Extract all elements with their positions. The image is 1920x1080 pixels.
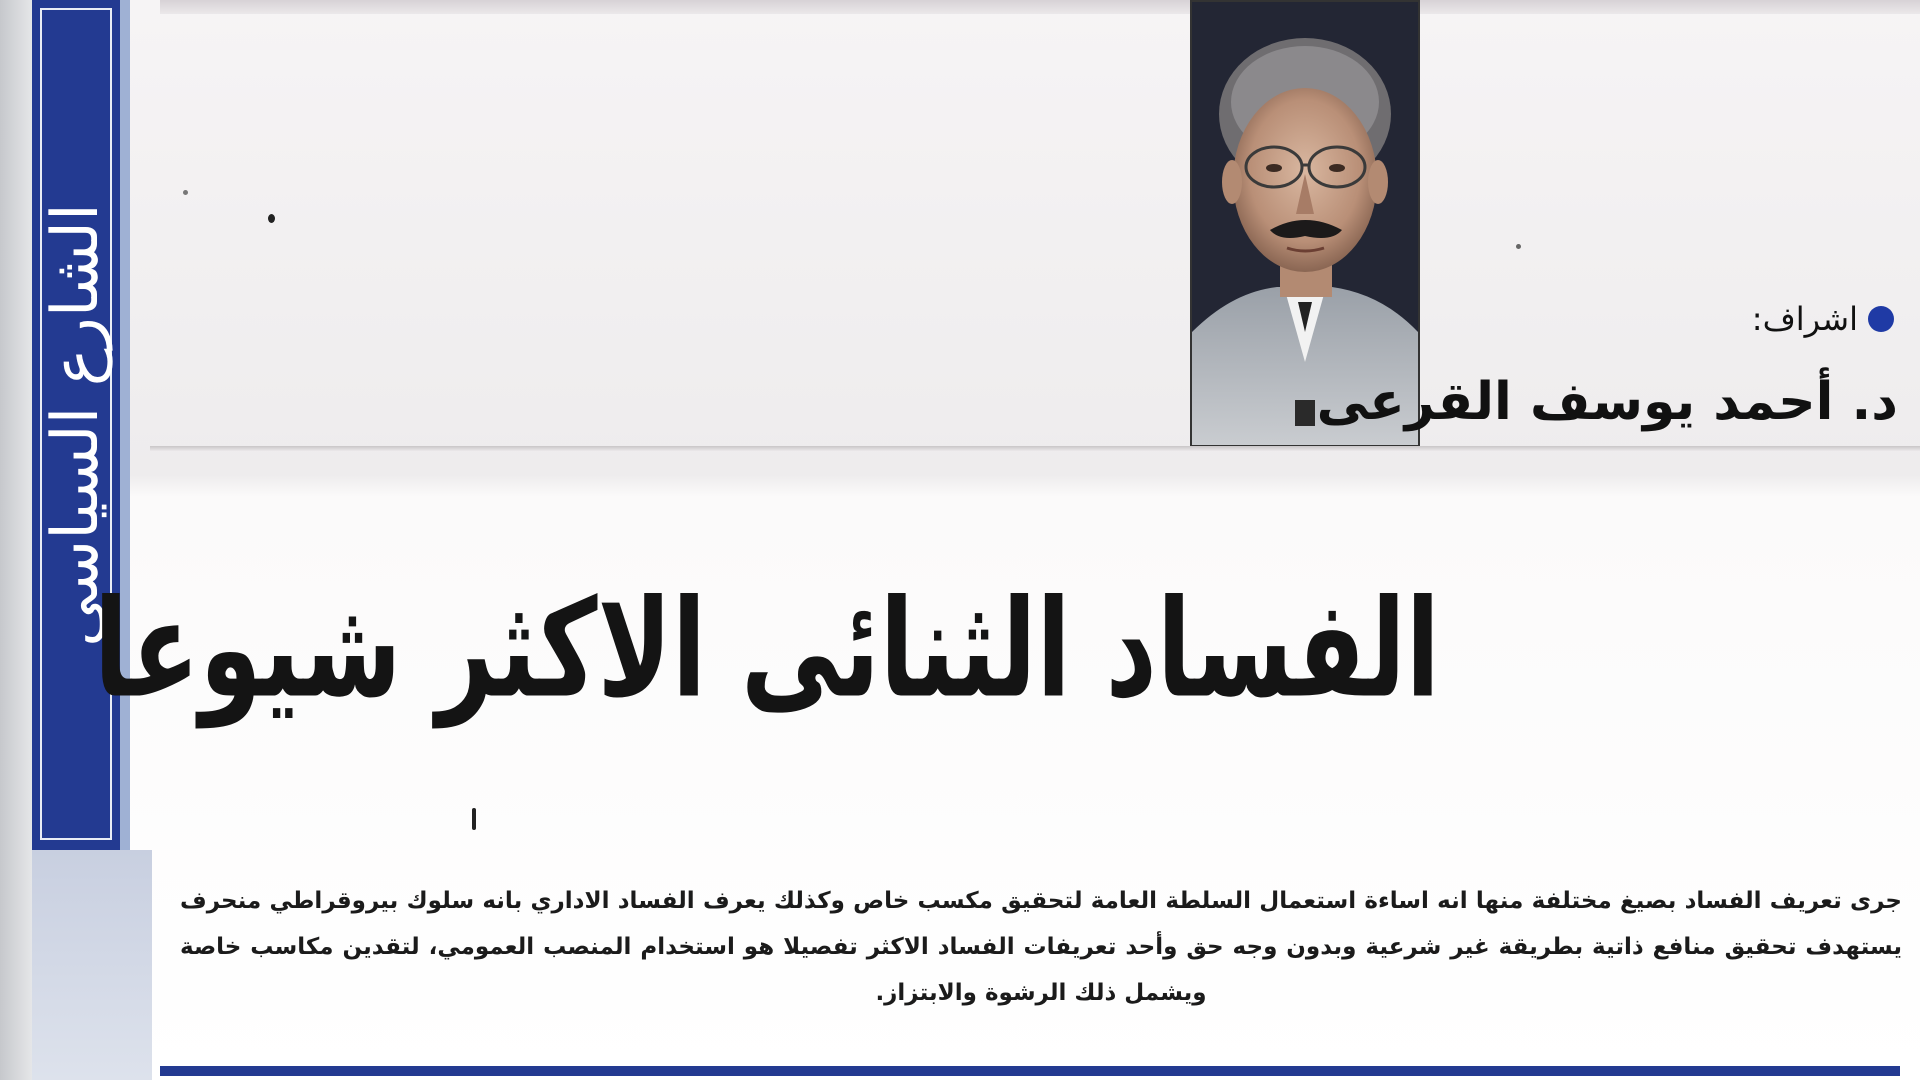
article-headline: الفساد الثنائى الاكثر شيوعا bbox=[93, 570, 1440, 728]
blue-dot-icon bbox=[1868, 306, 1894, 332]
print-speck bbox=[268, 214, 275, 223]
supervision-label: اشراف: bbox=[1751, 300, 1858, 338]
banner-lower-shade bbox=[32, 850, 152, 1080]
bottom-divider bbox=[160, 1066, 1900, 1076]
print-speck bbox=[183, 190, 188, 195]
author-name: د. أحمد يوسف القرعى bbox=[1316, 372, 1898, 432]
section-title: الشارع السياسي bbox=[39, 203, 113, 647]
previous-column-strip bbox=[160, 0, 1920, 14]
header-divider bbox=[150, 446, 1920, 452]
page-margin bbox=[0, 0, 32, 1080]
article-body: جرى تعريف الفساد بصيغ مختلفة منها انه اساءة استعمال السلطة العامة لتحقيق مكسب خاص وكذلك يعرف الفساد الاداري بانه سلوك بيروقراطي منحرف يستهدف تحقيق منافع ذاتية بطريقة غير شرعية وبدون وجه حق وأحد تعريفات الفساد الاكثر تفصيلا هو استخدام المنصب العمومي، لتقدين مكاسب خاصة ويشمل ذلك الرشوة والابتزاز. bbox=[180, 888, 1902, 1006]
print-speck bbox=[1516, 244, 1521, 249]
supervision-line bbox=[1752, 300, 1894, 338]
print-speck bbox=[472, 808, 476, 830]
